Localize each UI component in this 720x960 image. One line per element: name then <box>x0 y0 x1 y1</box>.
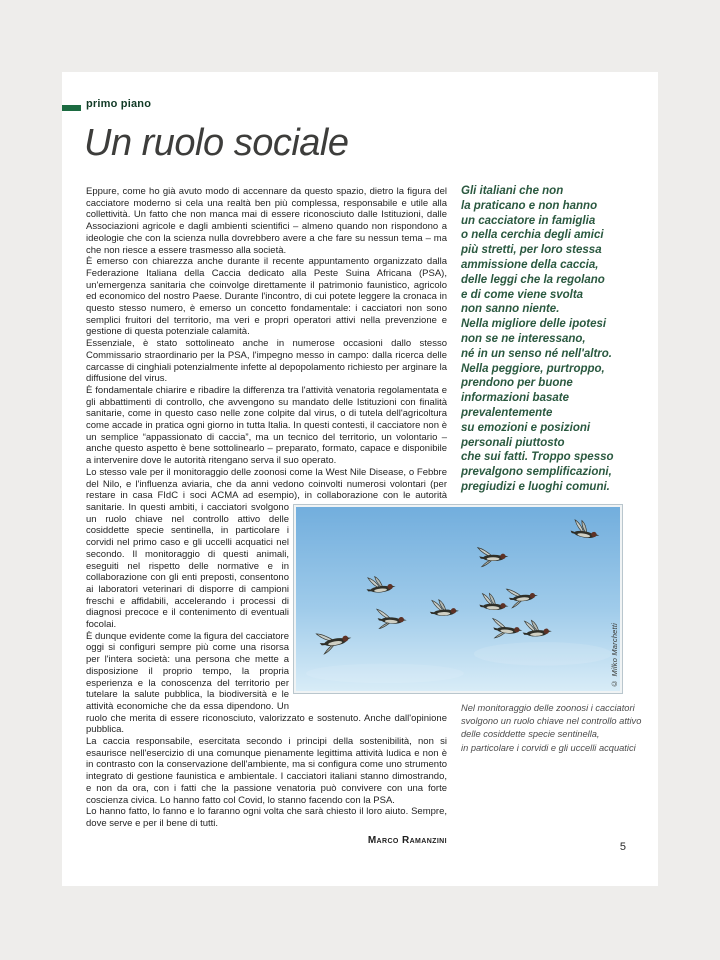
article-paragraph: È dunque evidente come la figura del cacciatore oggi si configuri sempre più come una risorsa per l'intera società: una persona che mette a disposizione il proprio tempo, la propria esperienza e la conoscenza del territorio per tutelare la salute pubblica, la biodiversità e le attività economiche che da essa dipendono. Un ruolo che merita di essere riconosciuto, valorizzato e sostenuto. Anche dall'opinione pubblica. <box>86 630 447 736</box>
kicker-label: primo piano <box>86 98 152 110</box>
article-paragraph: Lo hanno fatto, lo fanno e lo faranno ogni volta che sarà chiesto il loro aiuto. Sempre, dove serve e per il bene di tutti. <box>86 806 447 829</box>
ducks-photo-frame <box>294 505 622 693</box>
photo-credit: © Milko Marchetti <box>610 623 619 688</box>
author-byline: Marco Ramanzini <box>367 834 447 846</box>
pull-quote: Gli italiani che non la praticano e non hanno un cacciatore in famiglia o nella cerchia degli amici più stretti, per loro stessa ammissione della caccia, delle leggi che la regolano e di come viene svolta non sanno niente. Nella migliore delle ipotesi non se ne interessano, né in un senso né nell'altro. Nella peggiore, purtroppo, prendono per buone informazioni basate prevalentemente su emozioni e posizioni personali piuttosto che sui fatti. Troppo spesso prevalgono semplificazioni, pregiudizi e luoghi comuni. <box>461 185 614 493</box>
article-paragraph: Essenziale, è stato sottolineato anche in numerose occasioni dallo stesso Commissario straordinario per la PSA, l'impegno messo in campo: dalla ricerca delle carcasse di cinghiali potenzialmente infette al depopolamento richiesto per arginare la diffusione del virus. <box>86 338 447 385</box>
kicker-bar-icon <box>62 105 81 111</box>
ducks-in-flight-photo <box>296 507 620 691</box>
article-paragraph: Lo stesso vale per il monitoraggio delle zoonosi come la West Nile Disease, o Febbre del Nilo, e l'influenza aviaria, che da anni vedono coinvolti numerosi volontari (per restare in casa FIdC i soci ACMA ad esempio), in collaborazione con le autorità sanitarie. In questi ambiti, i cacciatori svolgono un ruolo chiave nel controllo attivo delle cosiddette specie sentinella, in particolare i corvidi nel primo caso e gli uccelli acquatici nel secondo. Il monitoraggio di questi animali, eseguiti nel rispetto delle normative e in collaborazione con gli enti preposti, consentono ai laboratori veterinari di disporre di campioni freschi e affidabili, accelerando i processi di diagnosi precoce e il contenimento di eventuali focolai. <box>86 466 447 631</box>
article-paragraph: È emerso con chiarezza anche durante il recente appuntamento organizzato dalla Federazione Italiana della Caccia dedicato alla Peste Suina Africana (PSA), un'emergenza sanitaria che coinvolge direttamente il patrimonio faunistico, agricolo ed economico del nostro Paese. Durante l'incontro, di cui potete leggere la cronaca in questo stesso numero, è emerso un concetto fondamentale: i cacciatori non sono semplici fruitori del territorio, ma veri e propri operatori attivi nella prevenzione e gestione di questa potenziale calamità. <box>86 256 447 338</box>
article-paragraph: È fondamentale chiarire e ribadire la differenza tra l'attività venatoria regolamentata e gli abbattimenti di controllo, che avvengono su mandato delle Istituzioni con finalità sanitarie, come in questo caso nelle zone colpite dal virus, o di tutela dell'agricoltura come accade in pratica ogni giorno in tutta Italia. In questi contesti, il cacciatore non è un semplice “appassionato di caccia”, ma un tecnico del territorio, un volontario – anche questo aspetto è bene sottolinearlo – preparato, formato, capace e disponibile a intervenire dove le autorità ritengano serva il suo operato. <box>86 384 447 467</box>
magazine-page <box>62 72 658 886</box>
article-paragraph: Eppure, come ho già avuto modo di accennare da questo spazio, dietro la figura del cacciatore moderno si cela una realtà ben più complessa, responsabile e utile alla collettività. Un fatto che non manca mai di essere riconosciuto dalle Istituzioni, dalle Associazioni agricole e dagli ambienti scientifici – almeno quando non rispondono a ideologie che con la scienza nulla dovrebbero avere a che fare su nessun tema – ma che non riesce a essere trasmesso alla società. <box>86 186 447 256</box>
article-title: Un ruolo sociale <box>84 122 349 164</box>
photo-caption: Nel monitoraggio delle zoonosi i cacciatori svolgono un ruolo chiave nel controllo attivo delle cosiddette specie sentinella, in particolare i corvidi e gli uccelli acquatici <box>461 703 642 753</box>
article-paragraph: La caccia responsabile, esercitata secondo i principi della sostenibilità, non si esaurisce nell'esercizio di una comunque pienamente legittima attività ludica e non è in contrasto con la conservazione dell'ambiente, ma si configura come uno strumento integrato di gestione faunistica e ambientale. I cacciatori italiani stanno dimostrando, e non da ora, con i fatti che la passione venatoria può convivere con una forte coscienza civica. Lo hanno fatto col Covid, lo stanno facendo con la PSA. <box>86 736 447 806</box>
page-number: 5 <box>619 841 626 853</box>
